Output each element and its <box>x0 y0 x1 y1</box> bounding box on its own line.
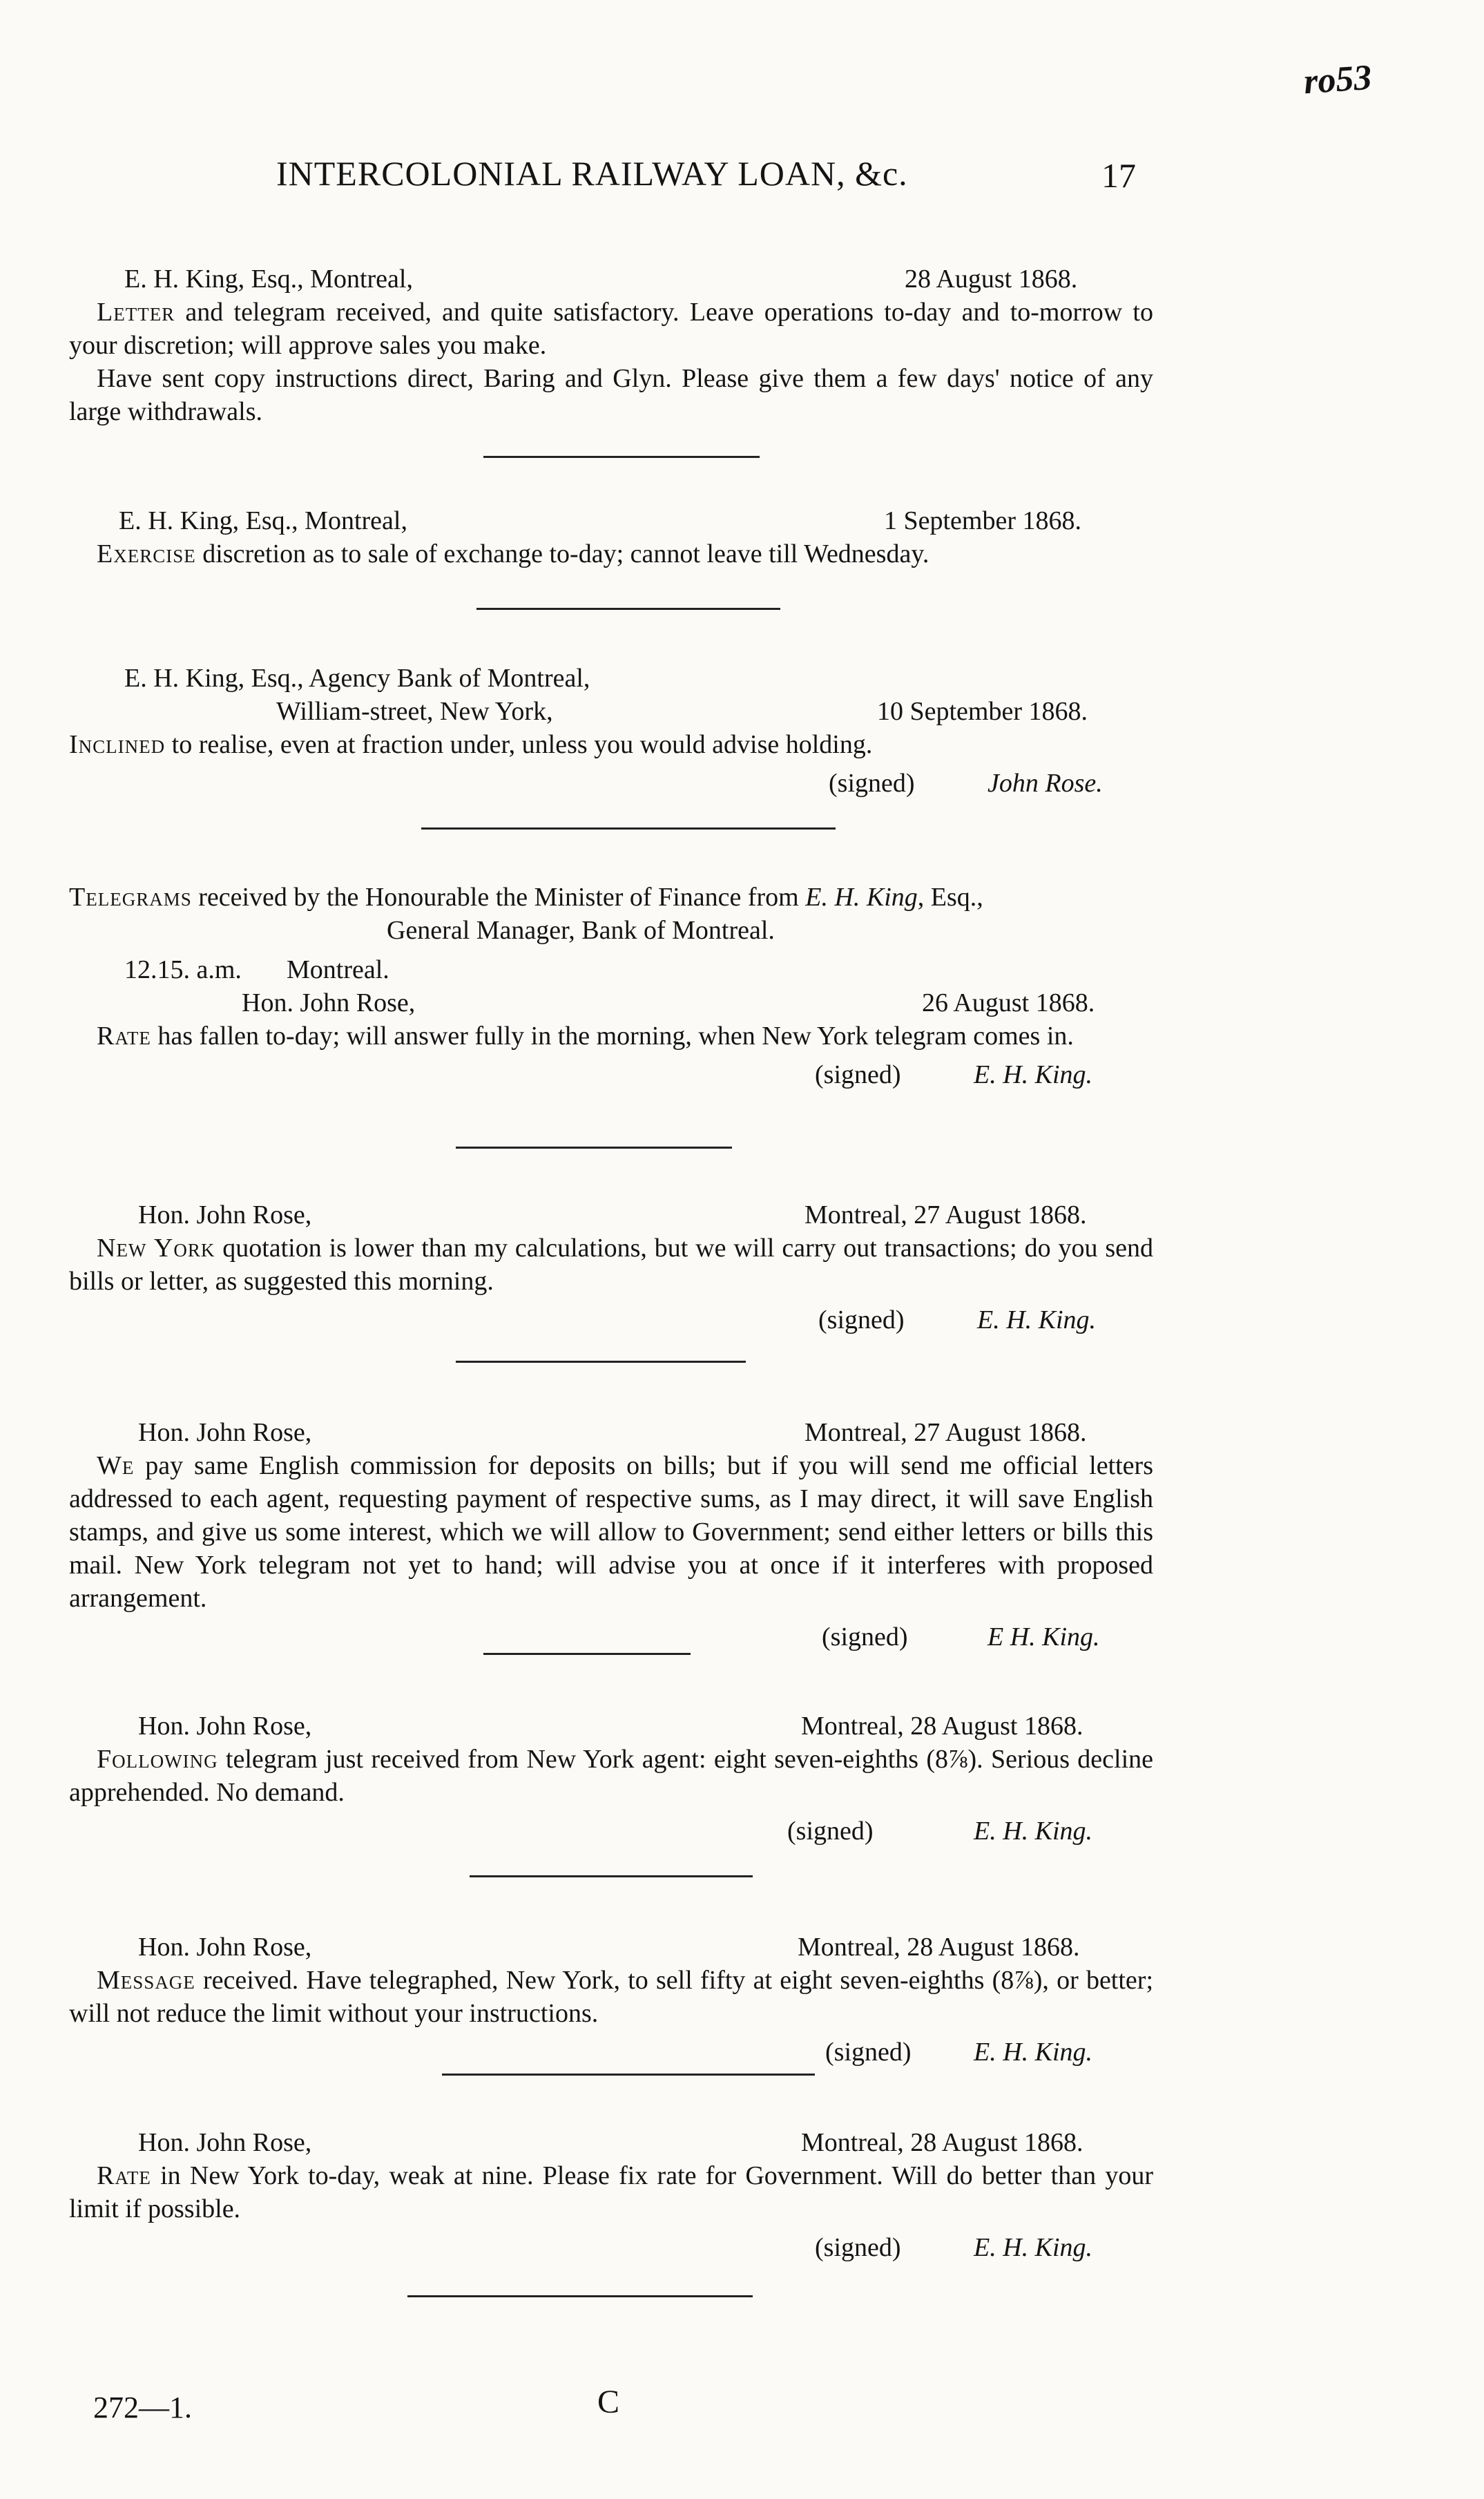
signed-label: (signed) <box>815 2233 901 2262</box>
letter-date: 28 August 1868. <box>905 265 1078 294</box>
signer-name: John Rose. <box>987 769 1103 798</box>
telegram-body: Rate in New York to-day, weak at nine. Please fix rate for Government. Will do better than your limit if possible. <box>69 2161 1153 2223</box>
telegram-3 <box>69 1416 1153 1659</box>
running-head: INTERCOLONIAL RAILWAY LOAN, &c. <box>276 154 908 193</box>
divider <box>442 2074 815 2076</box>
telegram-body: Message received. Have telegraphed, New York, to sell fifty at eight seven-eighths (8⅞), or better; will not reduce the limit without your instructions. <box>69 1966 1153 2028</box>
telegram-date: Montreal, 28 August 1868. <box>798 1933 1080 1962</box>
addressee: Hon. John Rose, <box>138 1418 312 1447</box>
signer-name: E H. King. <box>987 1622 1100 1651</box>
addressee: E. H. King, Esq., Agency Bank of Montreal, <box>124 664 590 693</box>
telegram-body: New York quotation is lower than my calculations, but we will carry out transactions; do you send bills or letter, as suggested this morning. <box>69 1234 1153 1296</box>
signer-name: E. H. King. <box>977 1305 1097 1334</box>
telegram-2 <box>69 1198 1153 1342</box>
telegram-body: We pay same English commission for deposits on bills; but if you will send me official letters addressed to each agent, requesting payment of respective sums, as I may direct, it will save English stamps, and give us some interest, which we will allow to Government; send either letters or bills this mail. New York telegram not yet to hand; will advise you at once if it interferes with proposed arrangement. <box>69 1451 1153 1613</box>
telegram-body: Rate has fallen to-day; will answer fully in the morning, when New York telegram comes in. <box>97 1022 1074 1051</box>
divider <box>483 456 760 458</box>
section-intro: Telegrams received by the Honourable the Minister of Finance from E. H. King, Esq., <box>69 883 983 912</box>
letter-2 <box>69 504 1153 571</box>
signed-label: (signed) <box>815 1060 901 1089</box>
letter-date: 10 September 1868. <box>877 697 1088 726</box>
telegram-date: Montreal, 28 August 1868. <box>801 2128 1083 2157</box>
addressee-line-2: William-street, New York, <box>276 697 553 726</box>
addressee: Hon. John Rose, <box>242 988 416 1017</box>
divider <box>456 1147 732 1149</box>
divider <box>476 608 780 610</box>
telegram-1 <box>69 953 1153 1097</box>
telegram-5 <box>69 1931 1153 2074</box>
divider <box>470 1875 753 1877</box>
telegram-date: Montreal, 27 August 1868. <box>804 1200 1087 1229</box>
addressee: Hon. John Rose, <box>138 1933 312 1962</box>
signed-label: (signed) <box>818 1305 905 1334</box>
letter-body: Exercise discretion as to sale of exchange to-day; cannot leave till Wednesday. <box>97 539 929 568</box>
signed-label: (signed) <box>825 2038 912 2067</box>
telegram-4 <box>69 1710 1153 1853</box>
letter-3 <box>69 662 1153 805</box>
telegram-time: 12.15. a.m. <box>124 955 242 984</box>
signer-name: E. H. King. <box>974 1060 1093 1089</box>
addressee: Hon. John Rose, <box>138 2128 312 2157</box>
addressee: Hon. John Rose, <box>138 1712 312 1741</box>
letter-1 <box>69 262 1153 428</box>
printer-signature: 272—1. <box>93 2391 192 2424</box>
addressee: Hon. John Rose, <box>138 1200 312 1229</box>
signed-label: (signed) <box>787 1817 874 1846</box>
divider <box>421 827 836 830</box>
letter-date: 1 September 1868. <box>884 506 1082 535</box>
signer-name: E. H. King. <box>974 2038 1093 2067</box>
section-subtitle: General Manager, Bank of Montreal. <box>387 916 775 945</box>
letter-body: Inclined to realise, even at fraction under, unless you would advise holding. <box>69 730 873 759</box>
telegram-place: Montreal. <box>287 955 389 984</box>
page-number: 17 <box>1101 156 1136 195</box>
signer-name: E. H. King. <box>974 2233 1093 2262</box>
divider <box>407 2295 753 2297</box>
gathering-letter: C <box>597 2384 620 2420</box>
telegram-body: Following telegram just received from New York agent: eight seven-eighths (8⅞). Serious decline apprehended. No demand. <box>69 1745 1153 1807</box>
signer-name: E. H. King. <box>974 1817 1093 1846</box>
addressee: E. H. King, Esq., Montreal, <box>119 506 407 535</box>
signed-label: (signed) <box>822 1622 908 1651</box>
telegram-6 <box>69 2126 1153 2270</box>
archive-stamp: ro53 <box>1302 57 1374 102</box>
addressee: E. H. King, Esq., Montreal, <box>124 265 413 294</box>
divider <box>456 1361 746 1363</box>
signed-label: (signed) <box>829 769 915 798</box>
letter-body-2: Have sent copy instructions direct, Baring and Glyn. Please give them a few days' notice of any large withdrawals. <box>69 364 1153 426</box>
telegram-date: 26 August 1868. <box>922 988 1095 1017</box>
section-heading <box>69 881 1153 947</box>
divider <box>483 1653 691 1655</box>
letter-body: Letter and telegram received, and quite satisfactory. Leave operations to-day and to-morrow to your discretion; will approve sales you make. <box>69 298 1153 360</box>
telegram-date: Montreal, 27 August 1868. <box>804 1418 1087 1447</box>
telegram-date: Montreal, 28 August 1868. <box>801 1712 1083 1741</box>
lead-word: Letter <box>97 298 175 327</box>
